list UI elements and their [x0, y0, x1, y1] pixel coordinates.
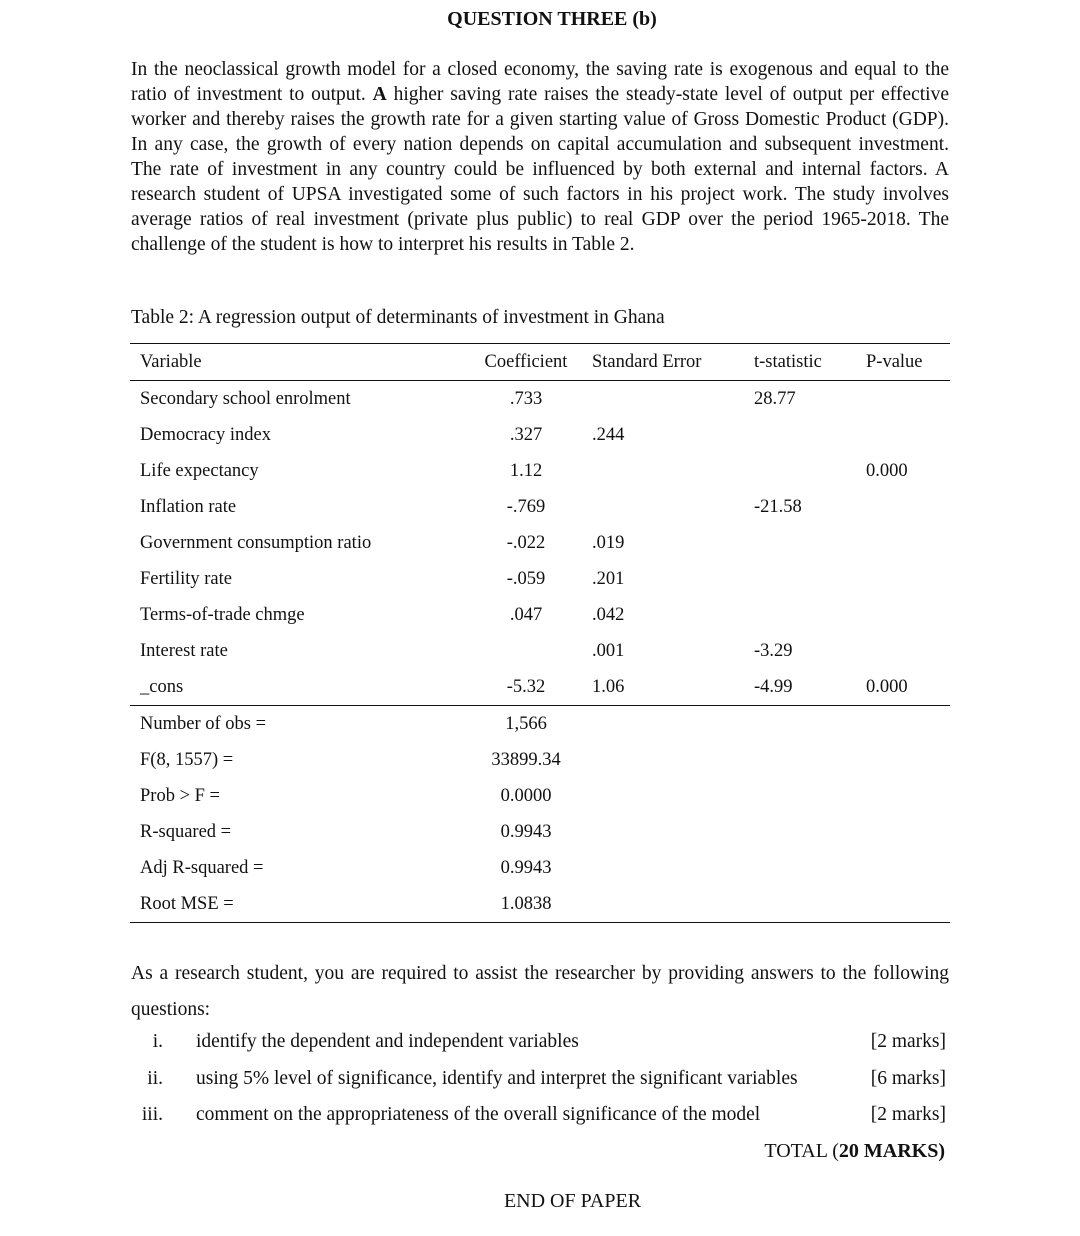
row-t-statistic: [754, 453, 866, 489]
table-row: [130, 633, 950, 669]
row-variable: Democracy index: [140, 424, 271, 445]
row-p-value: 0.000: [866, 460, 908, 481]
table-row: [130, 669, 950, 706]
question-number: ii.: [147, 1068, 163, 1089]
row-coefficient: -.769: [506, 496, 546, 517]
stat-label: R-squared =: [140, 821, 232, 842]
row-coefficient: .047: [509, 604, 543, 625]
stat-value: 1,566: [460, 706, 592, 743]
row-standard-error: .042: [592, 604, 625, 625]
header-p-value: P-value: [866, 344, 950, 381]
row-standard-error: .019: [592, 532, 625, 553]
question-number: i.: [152, 1031, 163, 1052]
header-standard-error: Standard Error: [592, 344, 754, 381]
row-standard-error: .244: [592, 424, 625, 445]
row-variable: Interest rate: [140, 640, 228, 661]
table-caption: Table 2: A regression output of determinants of investment in Ghana: [131, 307, 665, 328]
instructions-text: As a research student, you are required to assist the researcher by providing answers to the following questions:: [131, 963, 949, 1020]
stat-row: [130, 886, 950, 923]
row-p-value: [866, 489, 950, 525]
intro-paragraph: [131, 57, 949, 257]
question-text: identify the dependent and independent variables: [196, 1031, 579, 1052]
stat-value: 0.9943: [500, 857, 552, 878]
stat-label: Adj R-squared =: [140, 857, 264, 878]
stat-label: Root MSE =: [130, 886, 460, 923]
row-variable: _cons: [140, 676, 184, 697]
question-marks: [2 marks]: [870, 1031, 946, 1052]
stat-value: 0.9943: [500, 821, 552, 842]
row-coefficient: -5.32: [506, 676, 546, 697]
row-t-statistic: 28.77: [754, 388, 796, 409]
row-variable: Terms-of-trade chmge: [140, 604, 305, 625]
table-row: [130, 489, 950, 525]
header-t-statistic: t-statistic: [754, 344, 866, 381]
table-header-row: [130, 344, 950, 381]
total-marks: [764, 1133, 945, 1169]
row-t-statistic: [754, 525, 866, 561]
table-row: [130, 417, 950, 453]
row-coefficient: [460, 633, 592, 669]
row-p-value: [866, 381, 950, 418]
row-standard-error: [592, 381, 754, 418]
question-marks: [6 marks]: [870, 1068, 946, 1089]
question-text: comment on the appropriateness of the overall significance of the model: [196, 1104, 761, 1125]
table-row: [130, 597, 950, 633]
stat-value: 1.0838: [460, 886, 592, 923]
row-p-value: 0.000: [866, 676, 908, 697]
row-p-value: [866, 525, 950, 561]
regression-table: [130, 343, 950, 923]
row-p-value: [866, 417, 950, 453]
intro-text-start: In the neoclassical growth model for a closed economy, the saving rate is exogenous and equal to the ratio of investment to output.: [131, 59, 949, 105]
stat-label: Prob > F =: [140, 785, 220, 806]
row-t-statistic: [754, 417, 866, 453]
header-variable: Variable: [130, 344, 460, 381]
table-row: [130, 561, 950, 597]
header-coefficient: Coefficient: [460, 344, 592, 381]
question-marks: [2 marks]: [870, 1104, 946, 1125]
question-item: [131, 1024, 946, 1060]
row-p-value: [866, 597, 950, 633]
end-of-paper: END OF PAPER: [503, 1190, 642, 1212]
row-p-value: [866, 561, 950, 597]
question-item: [131, 1061, 946, 1097]
table-row: [130, 525, 950, 561]
row-standard-error: .201: [592, 568, 625, 589]
intro-text-rest: higher saving rate raises the steady-state level of output per effective worker and thereby raises the growth rate for a given starting value of Gross Domestic Product (GDP). In any case, the growth of every nation depends on capital accumulation and subsequent investment. The rate of investment in any country could be influenced by both external and internal factors. A research student of UPSA investigated some of such factors in his project work. The study involves average ratios of real investment (private plus public) to real GDP over the period 1965-2018. The challenge of the student is how to interpret his results in Table 2.: [131, 84, 949, 255]
row-coefficient: 1.12: [509, 460, 543, 481]
stat-row: [130, 778, 950, 814]
row-variable: Inflation rate: [140, 496, 237, 517]
row-p-value: [866, 633, 950, 669]
question-title: QUESTION THREE (b): [447, 8, 657, 30]
row-t-statistic: [754, 597, 866, 633]
row-t-statistic: -21.58: [754, 496, 802, 517]
total-prefix: TOTAL (: [764, 1140, 839, 1162]
row-standard-error: [592, 489, 754, 525]
question-number: iii.: [141, 1104, 163, 1125]
row-variable: Life expectancy: [140, 460, 259, 481]
row-variable: Government consumption ratio: [140, 532, 372, 553]
row-coefficient: .327: [509, 424, 543, 445]
row-variable: Secondary school enrolment: [140, 388, 351, 409]
stat-row: [130, 742, 950, 778]
row-t-statistic: [754, 561, 866, 597]
stat-label: F(8, 1557) =: [140, 749, 234, 770]
stat-row: [130, 706, 950, 743]
row-t-statistic: -3.29: [754, 640, 793, 661]
row-standard-error: .001: [592, 640, 625, 661]
row-standard-error: [592, 453, 754, 489]
stat-row: [130, 814, 950, 850]
row-standard-error: 1.06: [592, 676, 625, 697]
row-coefficient: .733: [509, 388, 543, 409]
stat-label: Number of obs =: [130, 706, 460, 743]
stat-value: 33899.34: [491, 749, 561, 770]
table-row: [130, 381, 950, 418]
question-item: [131, 1097, 946, 1133]
total-value: 20 MARKS): [838, 1140, 945, 1162]
stat-row: [130, 850, 950, 886]
question-text: using 5% level of significance, identify and interpret the significant variables: [196, 1068, 798, 1089]
row-variable: Fertility rate: [140, 568, 232, 589]
row-coefficient: -.022: [506, 532, 546, 553]
stat-value: 0.0000: [500, 785, 552, 806]
intro-bold-word: A: [372, 84, 387, 105]
row-t-statistic: -4.99: [754, 676, 793, 697]
row-coefficient: -.059: [506, 568, 546, 589]
table-row: [130, 453, 950, 489]
